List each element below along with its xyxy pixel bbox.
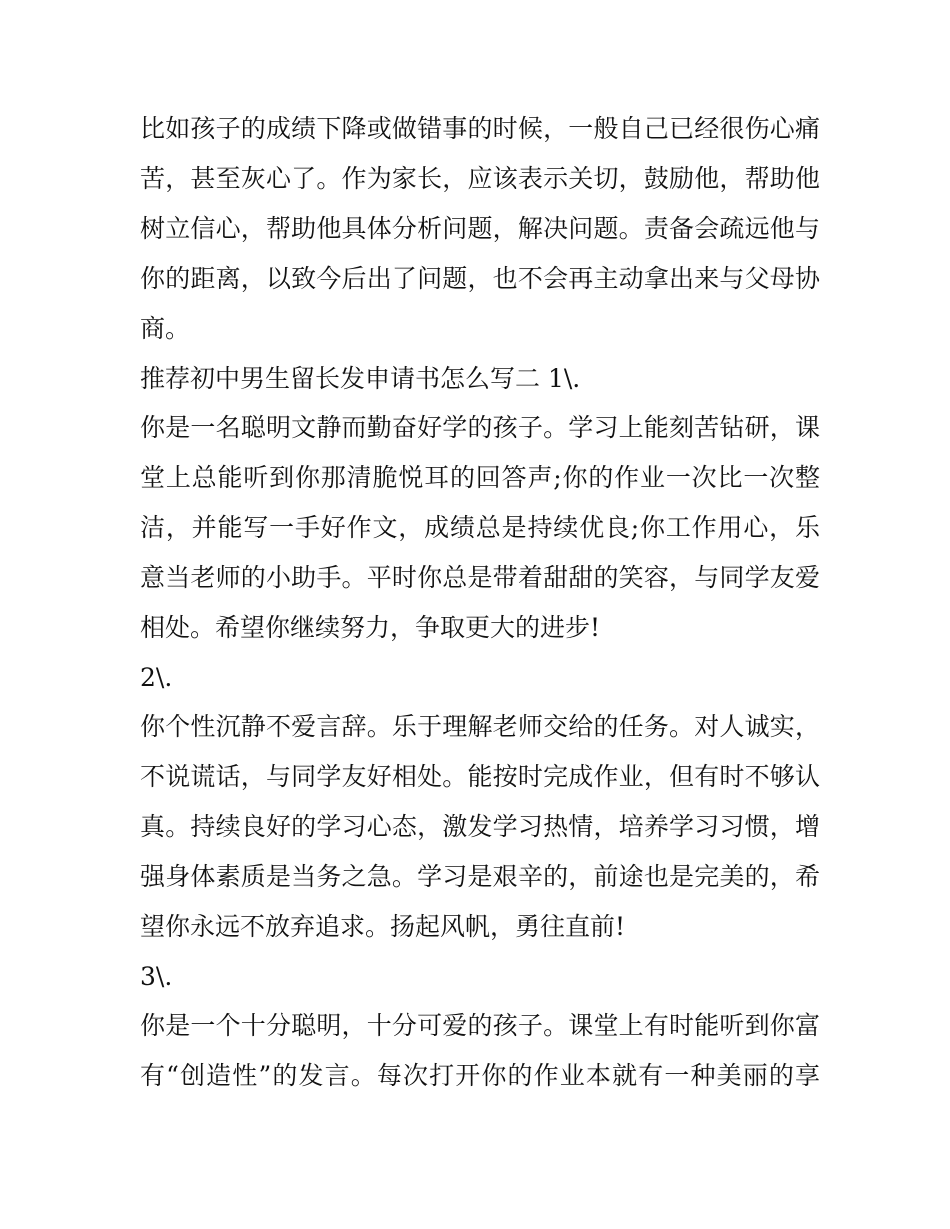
text-line: 有“创造性”的发言。每次打开你的作业本就有一种美丽的享 [140,1061,820,1090]
text-line: 你个性沉静不爱言辞。乐于理解老师交给的任务。对人诚实， [140,712,820,741]
text-line: 强身体素质是当务之急。学习是艰辛的，前途也是完美的，希 [140,862,820,891]
text-line: 望你永远不放弃追求。扬起风帆，勇往直前! [140,912,626,941]
text-line: 你是一个十分聪明，十分可爱的孩子。课堂上有时能听到你富 [140,1011,820,1040]
text-line: 你的距离，以致今后出了问题，也不会再主动拿出来与父母协 [140,264,820,293]
text-line: 不说谎话，与同学友好相处。能按时完成作业，但有时不够认 [140,762,820,791]
text-line: 商。 [140,314,191,343]
section-heading: 推荐初中男生留长发申请书怎么写二 1\. [140,364,581,393]
item-number: 3\. [140,962,173,991]
text-line: 你是一名聪明文静而勤奋好学的孩子。学习上能刻苦钻研，课 [140,413,820,442]
text-line: 相处。希望你继续努力，争取更大的进步! [140,613,601,642]
document-body [140,104,820,1101]
text-line: 洁，并能写一手好作文，成绩总是持续优良;你工作用心，乐 [140,513,820,542]
text-line: 堂上总能听到你那清脆悦耳的回答声;你的作业一次比一次整 [140,463,820,492]
text-line: 真。持续良好的学习心态，激发学习热情，培养学习习惯，增 [140,812,820,841]
text-line: 比如孩子的成绩下降或做错事的时候，一般自己已经很伤心痛 [140,114,820,143]
item-number: 2\. [140,663,173,692]
text-line: 树立信心，帮助他具体分析问题，解决问题。责备会疏远他与 [140,214,820,243]
text-line: 苦，甚至灰心了。作为家长，应该表示关切，鼓励他，帮助他 [140,164,820,193]
text-line: 意当老师的小助手。平时你总是带着甜甜的笑容，与同学友爱 [140,563,820,592]
